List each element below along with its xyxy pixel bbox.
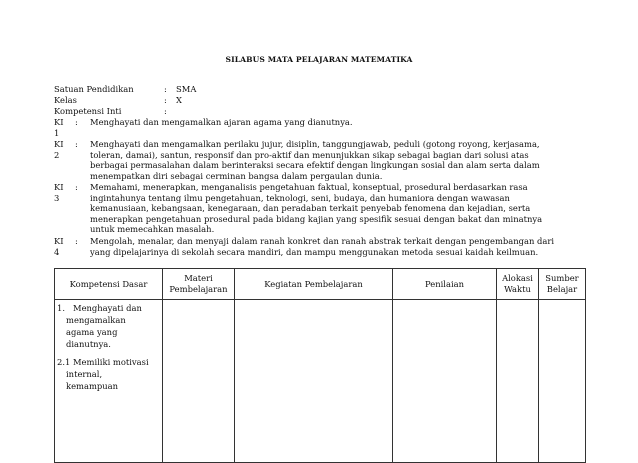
ki-number: KI 1 bbox=[54, 117, 64, 138]
cell-kompetensi-dasar bbox=[55, 300, 163, 463]
header-kompetensi-dasar: Kompetensi Dasar bbox=[55, 269, 163, 300]
cell-alokasi-waktu bbox=[497, 300, 539, 463]
ki-colon: : bbox=[75, 182, 78, 192]
header-sumber-belajar: Sumber Belajar bbox=[539, 269, 586, 300]
meta-label: Kelas bbox=[54, 95, 77, 105]
meta-label: Satuan Pendidikan bbox=[54, 84, 134, 94]
header-materi-pembelajaran: Materi Pembelajaran bbox=[163, 269, 235, 300]
ki-1 bbox=[54, 117, 585, 139]
header-kegiatan-pembelajaran: Kegiatan Pembelajaran bbox=[235, 269, 393, 300]
meta-value: SMA bbox=[176, 84, 197, 94]
meta-colon: : bbox=[164, 84, 167, 94]
document-title: SILABUS MATA PELAJARAN MATEMATIKA bbox=[225, 55, 413, 64]
syllabus-table bbox=[54, 268, 586, 463]
cell-kegiatan-pembelajaran bbox=[235, 300, 393, 463]
meta-colon: : bbox=[164, 95, 167, 105]
ki-number: KI 4 bbox=[54, 236, 64, 257]
kd-item-1: 1. Menghayati dan mengamalkan agama yang dianutnya. bbox=[57, 303, 142, 349]
cell-sumber-belajar bbox=[539, 300, 586, 463]
meta-label: Kompetensi Inti bbox=[54, 106, 122, 116]
ki-text: Menghayati dan mengamalkan perilaku jujur, disiplin, tanggungjawab, peduli (gotong royong, kerjasama, toleran, damai), santun, responsif dan pro-aktif dan menunjukkan sikap sebagai bagian dari solusi atas berbagai permasalahan dalam berinteraksi secara efektif dengan lingkungan sosial dan alam serta dalam menempatkan diri sebagai cerminan bangsa dalam pergaulan dunia. bbox=[90, 139, 540, 181]
ki-text: Memahami, menerapkan, menganalisis pengetahuan faktual, konseptual, prosedural berdasarkan rasa ingintahunya tentang ilmu pengetahuan, teknologi, seni, budaya, dan humaniora dengan wawasan kemanusiaan, kebangsaan, kenegaraan, dan peradaban terkait penyebab fenomena dan kejadian, serta menerapkan pengetahuan prosedural pada bidang kajian yang spesifik sesuai dengan bakat dan minatnya untuk memecahkan masalah. bbox=[90, 182, 543, 234]
ki-number: KI 2 bbox=[54, 139, 64, 160]
ki-colon: : bbox=[75, 236, 78, 246]
ki-number: KI 3 bbox=[54, 182, 64, 203]
ki-text: Mengolah, menalar, dan menyaji dalam ranah konkret dan ranah abstrak terkait dengan pengembangan dari yang dipelajarinya di sekolah secara mandiri, dan mampu menggunakan metoda sesuai kaidah keilmuan. bbox=[90, 236, 555, 257]
ki-2 bbox=[54, 139, 585, 182]
header-penilaian: Penilaian bbox=[393, 269, 497, 300]
kd-item-2: 2.1 Memiliki motivasi internal, kemampuan bbox=[57, 357, 149, 391]
ki-3 bbox=[54, 182, 585, 236]
ki-colon: : bbox=[75, 117, 78, 127]
ki-colon: : bbox=[75, 139, 78, 149]
meta-value: X bbox=[176, 95, 182, 105]
table-row bbox=[55, 300, 586, 463]
cell-materi-pembelajaran bbox=[163, 300, 235, 463]
table-header-row bbox=[55, 269, 586, 300]
meta-colon: : bbox=[164, 106, 167, 116]
ki-4 bbox=[54, 236, 585, 258]
ki-text: Menghayati dan mengamalkan ajaran agama yang dianutnya. bbox=[90, 117, 353, 127]
cell-penilaian bbox=[393, 300, 497, 463]
header-alokasi-waktu: Alokasi Waktu bbox=[497, 269, 539, 300]
